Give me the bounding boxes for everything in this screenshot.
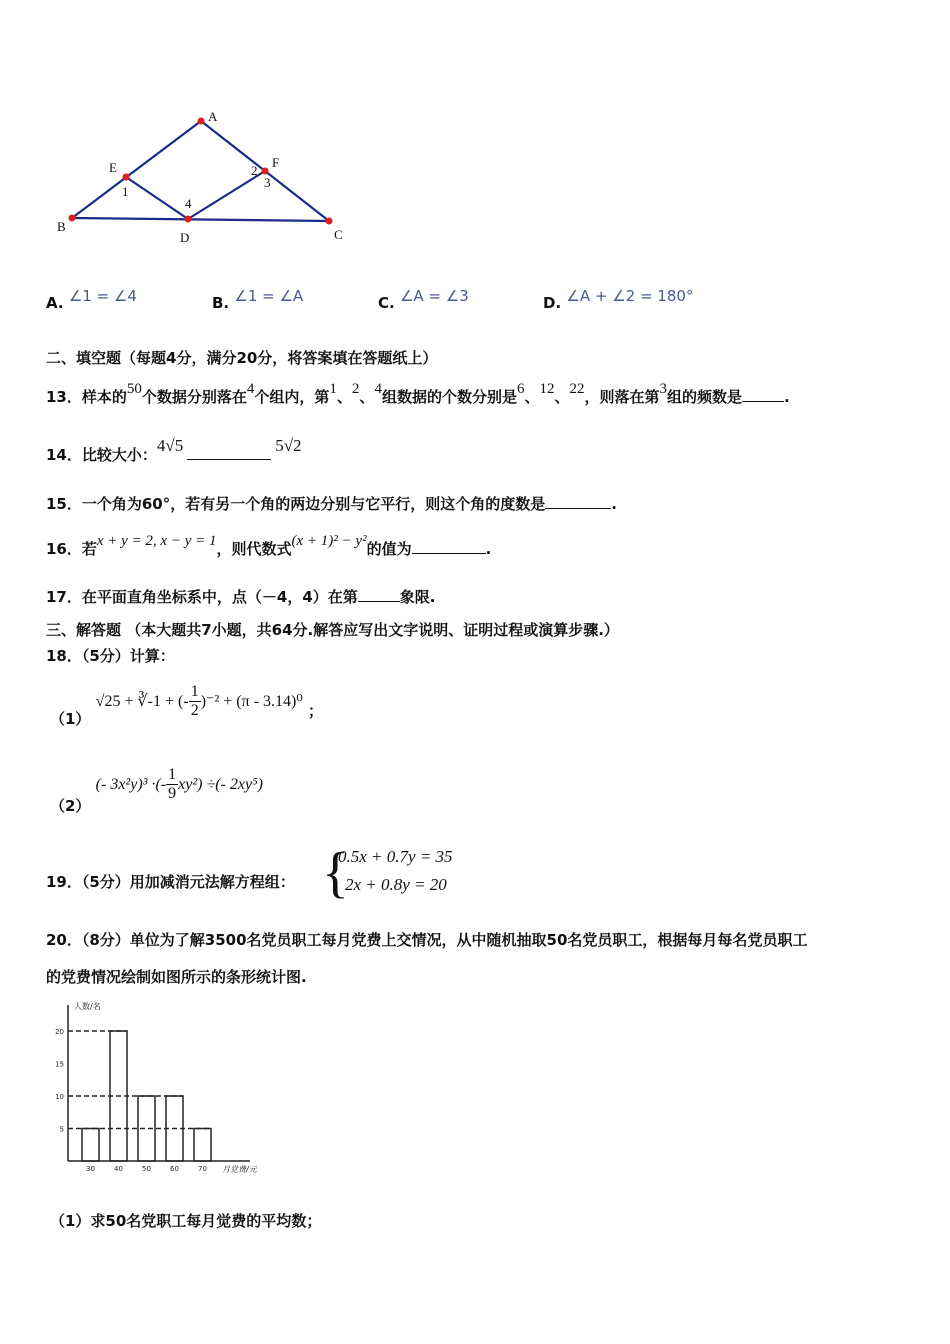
q16-text-3: 的值为	[366, 540, 412, 558]
q19-brace: {	[322, 842, 349, 904]
q13-text-5: ，则落在第	[584, 388, 660, 406]
option-b-expr: ∠1 = ∠A	[234, 287, 304, 305]
x-tick-60: 60	[170, 1165, 179, 1173]
x-tick-70: 70	[198, 1165, 207, 1173]
q13-value-12: 12	[539, 381, 555, 397]
q18-p2-denominator: 9	[168, 785, 177, 802]
q13-text-2: 个数据分别落在	[141, 388, 247, 406]
question-19-label: 19．（5分）用加减消元法解方程组：	[46, 873, 295, 891]
bar-30	[82, 1129, 99, 1162]
q13-text-6: 组的频数是	[667, 388, 743, 406]
q18-p1-expr-a: √25 + ∛-1 + (-	[95, 693, 189, 710]
q13-answer-blank[interactable]	[742, 387, 784, 402]
question-20-line1: 20．（8分）单位为了解3500名党员职工每月党费上交情况，从中随机抽取50名党员职工，根据每月每名党员职工	[46, 931, 808, 949]
q19-equation-1: 0.5x + 0.7y = 35	[338, 847, 453, 866]
q13-end: .	[784, 388, 790, 406]
option-c-expr: ∠A = ∠3	[399, 287, 469, 305]
y-tick-15: 15	[55, 1060, 64, 1069]
q17-text: 17．在平面直角坐标系中，点（－4，4）在第	[46, 588, 358, 606]
question-16	[46, 533, 492, 559]
q13-value-6: 6	[516, 381, 525, 397]
option-b[interactable]	[212, 287, 304, 312]
q18-p2-expr-b: xy²) ÷(- 2xy⁵)	[178, 776, 263, 793]
q13-group-1: 1	[329, 381, 337, 397]
vertex-c-label: C	[334, 227, 343, 242]
q14-left-expr: 4√5	[156, 436, 184, 455]
q18-p1-numerator: 1	[190, 683, 199, 700]
q18-p1-fraction	[189, 683, 201, 720]
q13-group-4: 4	[374, 381, 382, 397]
q13-sep-2: 、	[359, 388, 375, 406]
option-d[interactable]	[543, 287, 694, 312]
question-20-sub1: （1）求50名党职工每月觉费的平均数；	[50, 1212, 322, 1230]
q17-answer-blank[interactable]	[358, 587, 400, 602]
bar-70	[194, 1129, 211, 1162]
option-d-letter: D.	[543, 294, 562, 312]
section2-heading: 二、填空题（每题4分，满分20分，将答案填在答题纸上）	[46, 349, 438, 367]
q13-group-2: 2	[351, 381, 360, 397]
q16-text-1: 16．若	[46, 540, 97, 558]
q14-right-expr: 5√2	[275, 436, 302, 455]
q16-text-2: ，则代数式	[216, 540, 292, 558]
q13-group-3: 3	[659, 381, 667, 397]
q13-num-50: 50	[126, 381, 142, 397]
question-15	[46, 493, 617, 514]
x-axis-label: 月党费/元	[222, 1165, 257, 1174]
q15-text: 15．一个角为60°，若有另一个角的两边分别与它平行，则这个角的度数是	[46, 495, 546, 513]
q16-answer-blank[interactable]	[412, 539, 486, 554]
angle-2-label: 2	[251, 163, 258, 178]
y-axis-label: 人数/名	[74, 1002, 101, 1011]
vertex-b-label: B	[57, 219, 66, 234]
option-b-letter: B.	[212, 294, 230, 312]
q15-end: .	[611, 495, 617, 513]
option-a-letter: A.	[46, 294, 64, 312]
q13-text-1: 13．样本的	[46, 388, 127, 406]
option-a-expr: ∠1 = ∠4	[68, 287, 137, 305]
angle-4-label: 4	[185, 196, 192, 211]
x-tick-50: 50	[142, 1165, 151, 1173]
q17-tail: 象限.	[399, 588, 436, 606]
q19-equation-2: 2x + 0.8y = 20	[345, 875, 447, 894]
question-18-label: 18．（5分）计算：	[46, 647, 175, 665]
q18-p1-end: ；	[308, 702, 324, 720]
section3-heading: 三、解答题 （本大题共7小题，共64分.解答应写出文字说明、证明过程或演算步骤.）	[46, 621, 619, 639]
q18-p2-expr-a: (- 3x²y)³ ·(-	[95, 776, 167, 793]
q16-end: .	[485, 540, 492, 558]
q16-expression: (x + 1)² − y²	[291, 533, 367, 549]
question-13	[46, 381, 790, 407]
x-tick-40: 40	[114, 1165, 123, 1173]
option-a[interactable]	[46, 287, 137, 312]
q18-p1-denominator: 2	[190, 702, 199, 719]
option-d-expr: ∠A + ∠2 = 180°	[566, 287, 694, 305]
y-tick-20: 20	[55, 1028, 64, 1036]
question-14	[46, 436, 302, 465]
q13-value-22: 22	[569, 381, 585, 397]
x-tick-30: 30	[86, 1165, 95, 1173]
y-tick-5: 5	[59, 1125, 64, 1134]
triangle-figure	[0, 0, 360, 260]
question-18-part2	[50, 766, 263, 815]
question-18-part1	[50, 683, 324, 728]
bar-chart	[40, 995, 280, 1180]
question-17	[46, 586, 435, 607]
q18-p2-fraction	[166, 766, 178, 803]
question-20-line2: 的党费情况绘制如图所示的条形统计图.	[46, 968, 307, 986]
option-c-letter: C.	[378, 294, 395, 312]
vertex-f-label: F	[272, 155, 280, 170]
angle-3-label: 3	[264, 175, 271, 190]
q16-condition: x + y = 2, x − y = 1	[96, 533, 217, 549]
q13-text-3: 个组内，第	[254, 388, 330, 406]
q14-label: 14．比较大小：	[46, 446, 157, 464]
vertex-a-label: A	[208, 109, 218, 124]
q13-num-4: 4	[246, 381, 255, 397]
q18-p1-expr-b: )⁻² + (π - 3.14)⁰	[200, 693, 303, 710]
y-tick-10: 10	[55, 1093, 64, 1101]
vertex-e-label: E	[109, 160, 117, 175]
q18-p2-numerator: 1	[168, 766, 177, 783]
angle-1-label: 1	[122, 184, 129, 199]
q13-sep-3: 、	[524, 388, 540, 406]
option-c[interactable]	[378, 287, 469, 312]
q13-text-4: 组数据的个数分别是	[381, 388, 517, 406]
q13-sep-4: 、	[554, 388, 570, 406]
q14-answer-blank[interactable]	[187, 445, 271, 460]
q13-sep-1: 、	[336, 388, 352, 406]
q18-p1-label: （1）	[50, 710, 91, 728]
q15-answer-blank[interactable]	[545, 494, 611, 509]
q18-p2-label: （2）	[50, 797, 91, 815]
vertex-d-label: D	[180, 230, 190, 245]
